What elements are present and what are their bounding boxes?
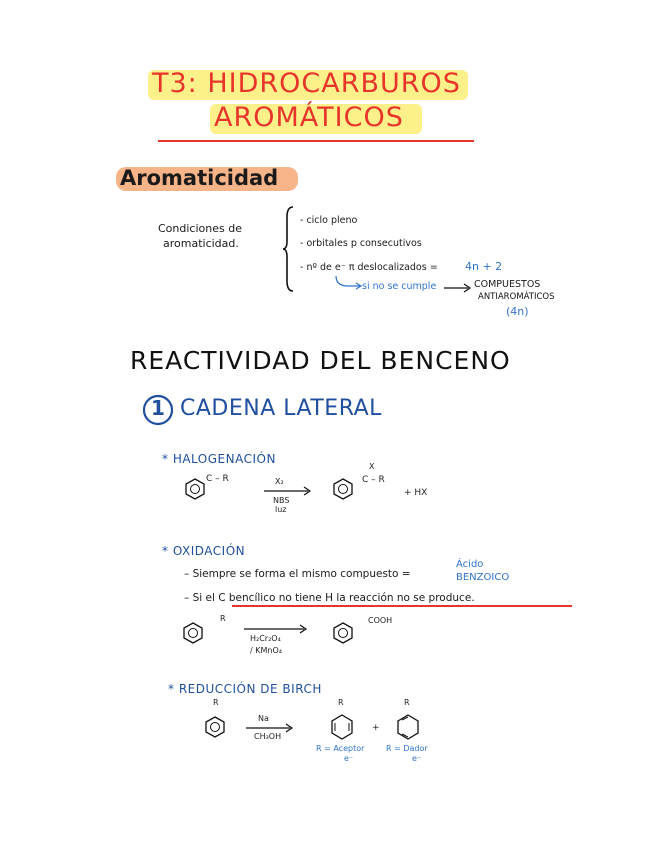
reaction-heading: * HALOGENACIÓN (162, 452, 276, 466)
reaction-arrow-icon (264, 487, 312, 495)
condition-item: - nº de e⁻ π deslocalizados = (300, 262, 438, 273)
subsection-title: CADENA LATERAL (180, 396, 382, 421)
huckel-rule: 4n + 2 (465, 260, 503, 273)
oxidation-rule: – Siempre se forma el mismo compuesto = (184, 568, 411, 580)
reagent-label: Na (258, 714, 269, 723)
section-heading-aromaticidad: Aromaticidad (120, 166, 279, 190)
conditions-label: Condiciones de (158, 222, 242, 235)
substituent-label: R (338, 698, 344, 707)
oxidation-rule: – Si el C bencílico no tiene H la reacción no se produce. (184, 592, 475, 604)
reagent-label: CH₃OH (254, 732, 282, 741)
reaction-arrow-icon (246, 724, 296, 732)
underline (232, 605, 572, 607)
section-number: 1 (151, 396, 165, 420)
condition-label: R = Aceptor (316, 744, 365, 753)
reagent-label: / KMnO₄ (250, 646, 282, 655)
condition-label: e⁻ (344, 754, 354, 763)
conditions-label: aromaticidad. (163, 237, 239, 250)
condition-label: R = Dador (386, 744, 428, 753)
substituent-label: R (213, 698, 219, 707)
product-name: BENZOICO (456, 572, 510, 583)
section-heading-reactividad: REACTIVIDAD DEL BENCENO (130, 346, 511, 375)
side-chain-label: C – R (362, 475, 385, 485)
reaction-arrow-icon (244, 625, 310, 633)
curly-brace-icon (283, 205, 295, 293)
page-title-line-2: AROMÁTICOS (214, 102, 404, 133)
arrow-right-icon (444, 283, 474, 293)
benzene-ring-icon (332, 478, 354, 500)
cyclohexadiene-icon (396, 714, 420, 740)
side-chain-label: C – R (206, 474, 229, 484)
page-title-line-1: T3: HIDROCARBUROS (152, 68, 461, 99)
benzene-ring-icon (184, 478, 206, 500)
plus-sign: + (372, 723, 380, 733)
substituent-label: R (404, 698, 410, 707)
reaction-heading: * REDUCCIÓN DE BIRCH (168, 682, 322, 696)
byproduct-label: + HX (404, 488, 428, 498)
benzene-ring-icon (332, 622, 354, 644)
halogen-label: X (369, 462, 375, 471)
reagent-label: luz (275, 505, 287, 514)
cyclohexadiene-icon (330, 714, 354, 740)
curved-arrow-icon (334, 276, 364, 290)
antiaromatic-label: ANTIAROMÁTICOS (478, 292, 555, 302)
product-group-label: COOH (368, 616, 393, 625)
antiaromatic-rule: (4n) (506, 305, 529, 318)
not-met-note: si no se cumple (362, 281, 437, 292)
condition-item: - orbitales p consecutivos (300, 238, 422, 249)
condition-label: e⁻ (412, 754, 422, 763)
reagent-label: X₂ (275, 477, 284, 486)
benzene-ring-icon (182, 622, 204, 644)
reagent-label: H₂Cr₂O₄ (250, 634, 281, 643)
substituent-label: R (220, 614, 226, 623)
reaction-heading: * OXIDACIÓN (162, 544, 246, 558)
reagent-label: NBS (273, 496, 290, 505)
antiaromatic-label: COMPUESTOS (474, 279, 541, 290)
title-underline (158, 140, 474, 142)
condition-item: - ciclo pleno (300, 215, 358, 226)
benzene-ring-icon (204, 716, 226, 738)
product-name: Ácido (456, 559, 484, 570)
